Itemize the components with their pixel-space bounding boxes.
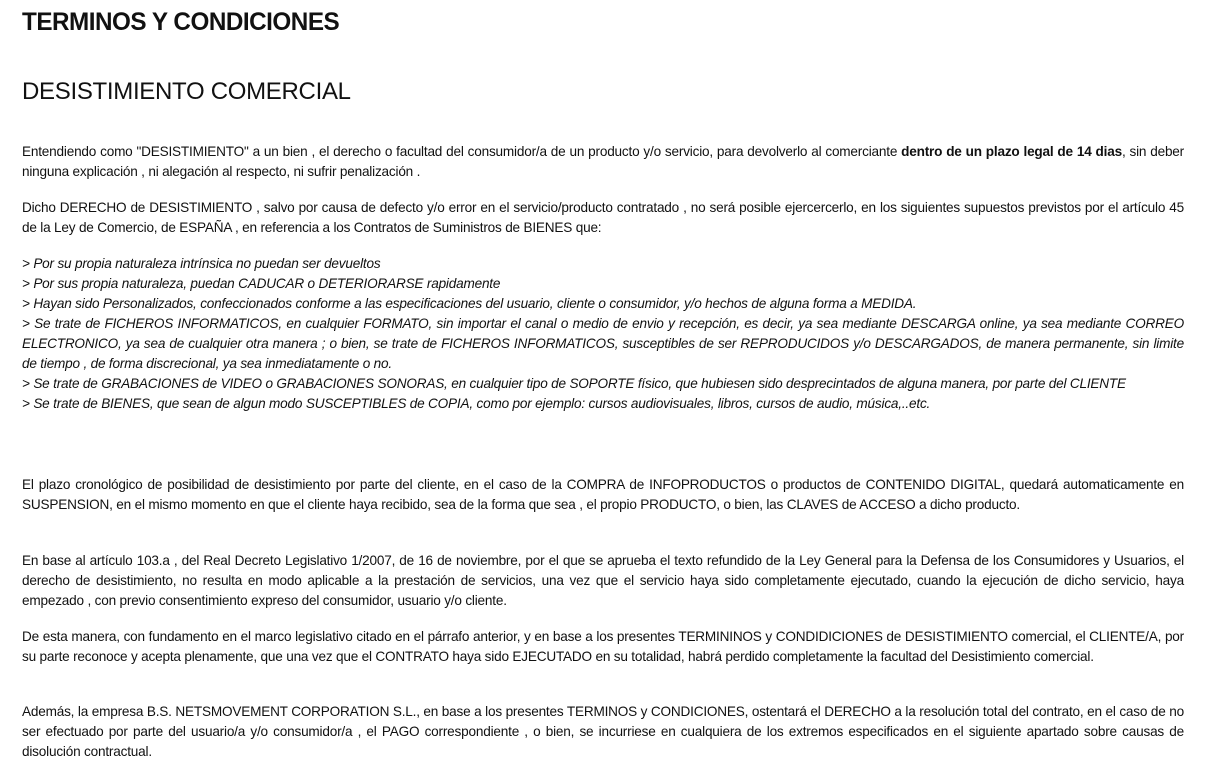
list-item: > Hayan sido Personalizados, confeccionados conforme a las especificaciones del usuario, cliente o consumidor, y/o hechos de alguna forma a MEDIDA. [22,296,917,311]
paragraph-legal-basis: En base al artículo 103.a , del Real Decreto Legislativo 1/2007, de 16 de noviembre, por el que se aprueba el texto refundido de la Ley General para la Defensa de los Consumidores y Usuarios, el derecho de desistimiento, no resulta en modo aplicable a la prestación de servicios, una vez que el servicio haya sido completamente ejecutado, cuando la ejecución de dicho servicio, haya empezado , con previo consentimiento expreso del consumidor, usuario y/o cliente. [22,553,1184,608]
section-title: DESISTIMIENTO COMERCIAL [22,78,351,105]
list-item: > Se trate de GRABACIONES de VIDEO o GRABACIONES SONORAS, en cualquier tipo de SOPORTE físico, que hubiesen sido desprecintados de alguna manera, por parte del CLIENTE [22,376,1126,391]
paragraph-digital-products: El plazo cronológico de posibilidad de desistimiento por parte del cliente, en el caso de la COMPRA de INFOPRODUCTOS o productos de CONTENIDO DIGITAL, quedará automaticamente en SUSPENSION, en el mismo momento en que el cliente haya recibido, sea de la forma que sea , el propio PRODUCTO, o bien, las CLAVES de ACCESO a dicho producto. [22,477,1184,512]
exceptions-list [22,254,1184,414]
definition-text-end: , sin deber ninguna explicación , ni alegación al respecto, ni sufrir penalización . [22,144,1184,179]
paragraph-definition [22,142,1184,182]
list-item: > Se trate de FICHEROS INFORMATICOS, en cualquier FORMATO, sin importar el canal o medio de envio y recepción, es decir, ya sea mediante DESCARGA online, ya sea mediante CORREO ELECTRONICO, ya sea de cualquier otra manera ; o bien, se trate de FICHEROS INFORMATICOS, susceptibles de ser REPRODUCIDOS y/o DESCARGADOS, de manera permanente, sin limite de tiempo , de forma discrecional, ya sea inmediatamente o no. [22,316,1184,371]
definition-text: Entendiendo como "DESISTIMIENTO" a un bien , el derecho o facultad del consumidor/a de un producto y/o servicio, para devolverlo al comerciante [22,144,902,159]
page-title: TERMINOS Y CONDICIONES [22,8,340,36]
list-item: > Por su propia naturaleza intrínsica no puedan ser devueltos [22,256,381,271]
definition-deadline: dentro de un plazo legal de 14 dias [901,144,1122,159]
paragraph-acceptance: De esta manera, con fundamento en el marco legislativo citado en el párrafo anterior, y en base a los presentes TERMININOS y CONDIDICIONES de DESISTIMIENTO comercial, el CLIENTE/A, por su parte reconoce y acepta plenamente, que una vez que el CONTRATO haya sido EJECUTADO en su totalidad, habrá perdido completamente la facultad del Desistimiento comercial. [22,629,1184,664]
list-item: > Por sus propia naturaleza, puedan CADUCAR o DETERIORARSE rapidamente [22,276,501,291]
paragraph-exceptions-intro: Dicho DERECHO de DESISTIMIENTO , salvo por causa de defecto y/o error en el servicio/producto contratado , no será posible ejercercerlo, en los siguientes supuestos previstos por el artículo 45 de la Ley de Comercio, de ESPAÑA , en referencia a los Contratos de Suministros de BIENES que: [22,200,1184,235]
paragraph-company-rights: Además, la empresa B.S. NETSMOVEMENT CORPORATION S.L., en base a los presentes TERMINOS y CONDICIONES, ostentará el DERECHO a la resolución total del contrato, en el caso de no ser efectuado por parte del usuario/a y/o consumidor/a , el PAGO correspondiente , o bien, se incurriese en cualquiera de los extremos especificados en el siguiente apartado sobre causas de disolución contractual. [22,704,1184,759]
list-item: > Se trate de BIENES, que sean de algun modo SUSCEPTIBLES de COPIA, como por ejemplo: cursos audiovisuales, libros, cursos de audio, música,..etc. [22,396,931,411]
